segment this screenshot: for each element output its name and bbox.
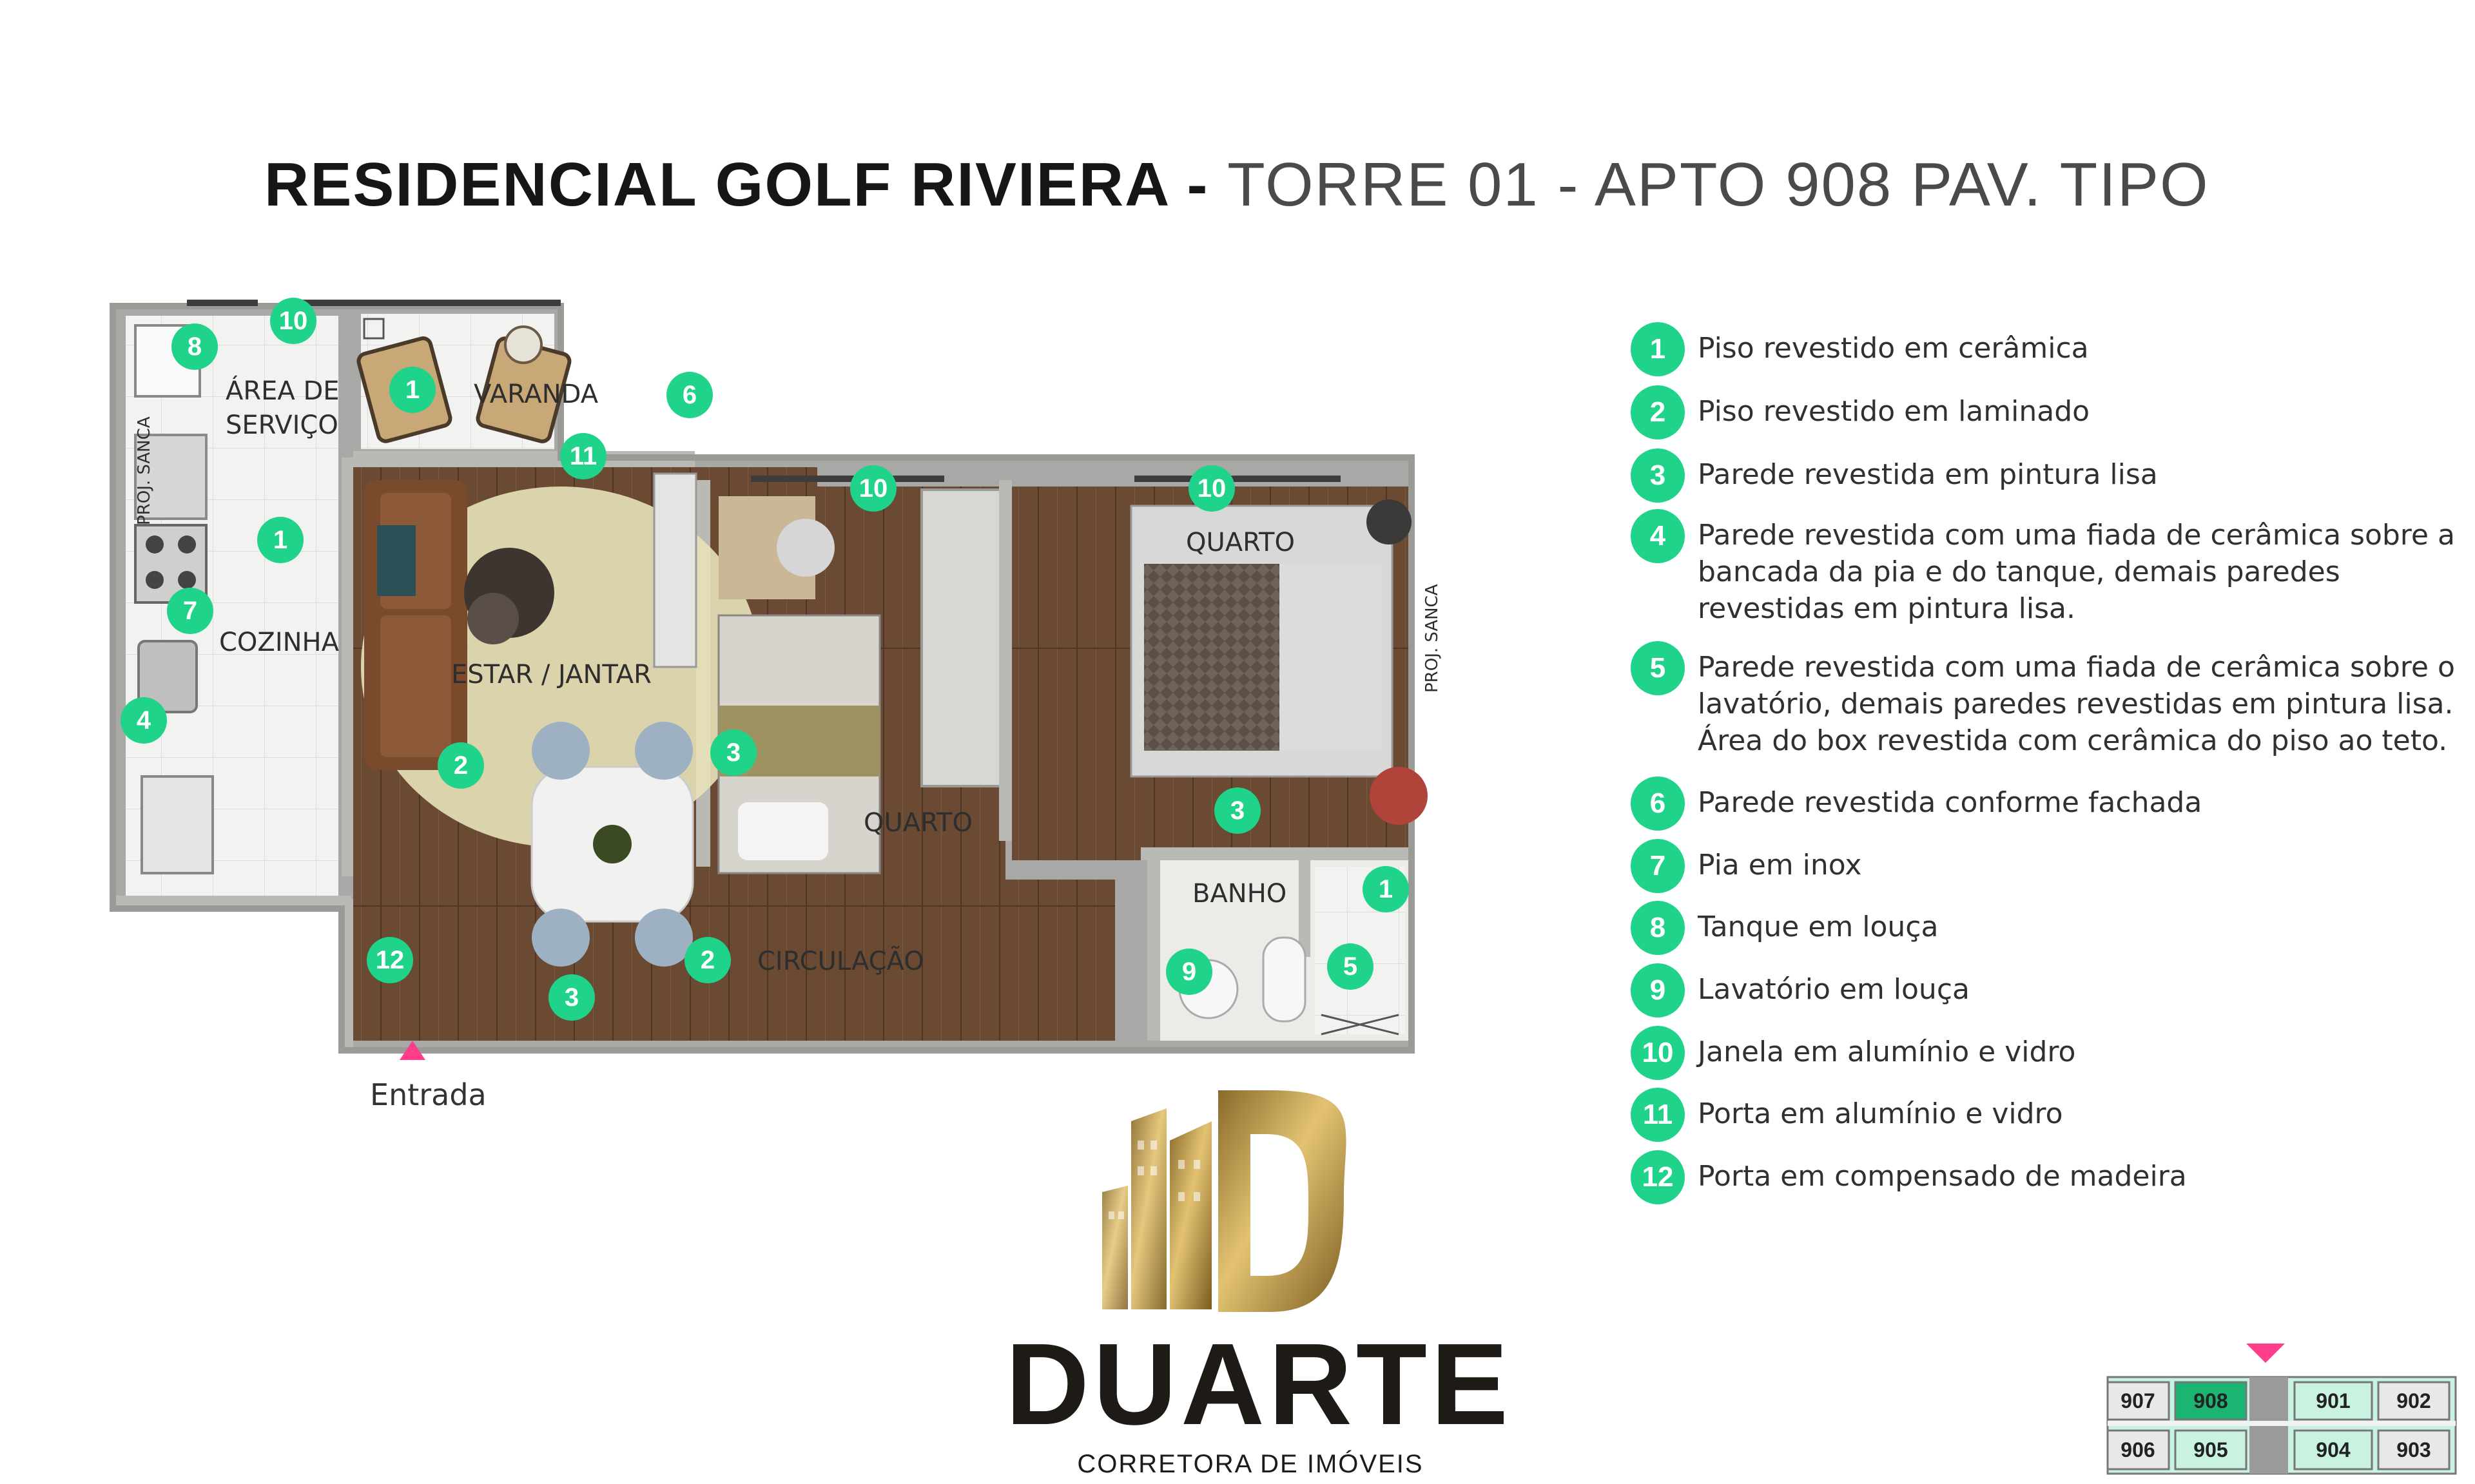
svg-text:3: 3 <box>726 738 741 767</box>
unit-906-label: 906 <box>2121 1438 2155 1461</box>
legend-item <box>1631 509 2455 627</box>
svg-text:5: 5 <box>1343 952 1358 981</box>
svg-text:2: 2 <box>700 946 715 974</box>
legend-text: Parede revestida em pintura lisa <box>1698 458 2158 491</box>
svg-text:4: 4 <box>136 706 151 735</box>
legend-text: Piso revestido em cerâmica <box>1698 332 2089 365</box>
badge-3-quarto-2 <box>1214 787 1261 834</box>
badge-4 <box>121 697 167 744</box>
legend-text: Piso revestido em laminado <box>1698 395 2090 428</box>
legend-item <box>1631 1088 2063 1142</box>
label-estar: ESTAR / JANTAR <box>451 660 652 689</box>
badge-10-service <box>270 298 316 344</box>
svg-text:1: 1 <box>405 376 420 404</box>
unit-908-label: 908 <box>2193 1389 2228 1412</box>
svg-text:10: 10 <box>278 307 308 335</box>
svg-text:10: 10 <box>859 474 888 503</box>
legend-text: Pia em inox <box>1698 849 1862 882</box>
floor-key-plan <box>2101 1337 2462 1479</box>
unit-903-label: 903 <box>2396 1438 2431 1461</box>
legend-item <box>1631 839 1861 893</box>
legend-badge: 8 <box>1631 901 1685 955</box>
svg-text:11: 11 <box>569 442 597 470</box>
legend-text: Lavatório em louça <box>1698 973 1970 1006</box>
legend-badge: 5 <box>1631 641 1685 695</box>
svg-text:8: 8 <box>187 332 202 361</box>
legend-item <box>1631 1026 2075 1080</box>
legend-item <box>1631 963 1970 1017</box>
svg-text:3: 3 <box>564 983 579 1012</box>
badge-5 <box>1327 943 1373 990</box>
legend-item <box>1631 776 2202 831</box>
legend-item <box>1631 322 2089 376</box>
label-area-servico-1: ÁREA DE <box>226 376 340 406</box>
label-banho: BANHO <box>1192 879 1287 909</box>
unit-901-label: 901 <box>2316 1389 2351 1412</box>
label-sanca-1: PROJ. SANCA <box>135 416 154 525</box>
svg-text:3: 3 <box>1230 796 1245 825</box>
legend-text: Parede revestida com uma fiada de cerâmica sobre a bancada da pia e do tanque, demais paredes revestidas em pintura lisa. <box>1698 519 2455 625</box>
unit-902-label: 902 <box>2396 1389 2431 1412</box>
legend-item <box>1631 901 1938 955</box>
svg-text:6: 6 <box>682 381 697 409</box>
legend-badge: 11 <box>1631 1088 1685 1142</box>
badge-6 <box>666 372 713 418</box>
legend-item <box>1631 1150 2187 1204</box>
svg-text:10: 10 <box>1197 474 1227 503</box>
legend-item <box>1631 641 2455 759</box>
label-quarto-1: QUARTO <box>864 808 973 838</box>
legend-item <box>1631 385 2090 439</box>
legend-badge: 6 <box>1631 776 1685 831</box>
brand-name: DUARTE <box>1005 1320 1512 1449</box>
legend-badge: 1 <box>1631 322 1685 376</box>
badge-1-cozinha <box>257 517 304 563</box>
title-light: TORRE 01 - APTO 908 PAV. TIPO <box>1227 150 2209 219</box>
badge-11 <box>560 433 607 479</box>
svg-text:12: 12 <box>375 946 405 974</box>
legend-text: Parede revestida com uma fiada de cerâmica sobre o lavatório, demais paredes revestidas em pintura lisa. Área do box revestida com cerâmica do piso ao teto. <box>1698 651 2455 757</box>
legend-badge: 12 <box>1631 1150 1685 1204</box>
page-title <box>264 149 2209 220</box>
svg-text:2: 2 <box>453 751 469 780</box>
label-circulacao: CIRCULAÇÃO <box>757 947 924 976</box>
badge-1-banho <box>1363 866 1409 912</box>
label-sanca-2: PROJ. SANCA <box>1422 584 1442 693</box>
legend-text: Tanque em louça <box>1698 911 1939 943</box>
svg-text:9: 9 <box>1181 958 1197 986</box>
svg-text:1: 1 <box>273 526 288 554</box>
badge-2-circulacao <box>684 937 731 983</box>
badge-9 <box>1166 949 1212 995</box>
legend-text: Porta em compensado de madeira <box>1698 1160 2187 1193</box>
badge-3-circulacao <box>548 974 595 1021</box>
floor-plan <box>110 293 1495 1079</box>
badge-8 <box>171 323 218 370</box>
label-cozinha: COZINHA <box>219 628 339 657</box>
brand-subtitle: CORRETORA DE IMÓVEIS <box>1077 1450 1424 1478</box>
label-quarto-2: QUARTO <box>1186 528 1295 557</box>
badge-1-varanda <box>389 367 436 413</box>
legend-badge: 2 <box>1631 385 1685 439</box>
selected-unit-marker <box>2246 1344 2285 1363</box>
unit-904-label: 904 <box>2316 1438 2351 1461</box>
legend-badge: 10 <box>1631 1026 1685 1080</box>
badge-7 <box>167 588 213 634</box>
label-varanda: VARANDA <box>474 380 599 409</box>
entrance-label: Entrada <box>370 1077 487 1112</box>
svg-text:7: 7 <box>182 597 198 625</box>
legend-text: Janela em alumínio e vidro <box>1698 1036 2076 1068</box>
unit-905-label: 905 <box>2193 1438 2228 1461</box>
legend-item <box>1631 448 2158 503</box>
label-area-servico-2: SERVIÇO <box>226 410 338 440</box>
legend-badge: 4 <box>1631 509 1685 563</box>
unit-907-label: 907 <box>2121 1389 2155 1412</box>
badge-12 <box>367 937 413 983</box>
legend-badge: 9 <box>1631 963 1685 1017</box>
badge-10-quarto-2 <box>1189 465 1235 512</box>
badge-2-estar <box>438 742 484 789</box>
legend-text: Parede revestida conforme fachada <box>1698 786 2202 819</box>
legend-badge: 3 <box>1631 448 1685 503</box>
badge-10-quarto-1 <box>850 465 897 512</box>
svg-text:1: 1 <box>1378 875 1393 903</box>
title-bold: RESIDENCIAL GOLF RIVIERA - <box>264 150 1228 219</box>
legend-badge: 7 <box>1631 839 1685 893</box>
badge-3-quarto-1 <box>710 729 757 776</box>
legend-text: Porta em alumínio e vidro <box>1698 1097 2063 1130</box>
